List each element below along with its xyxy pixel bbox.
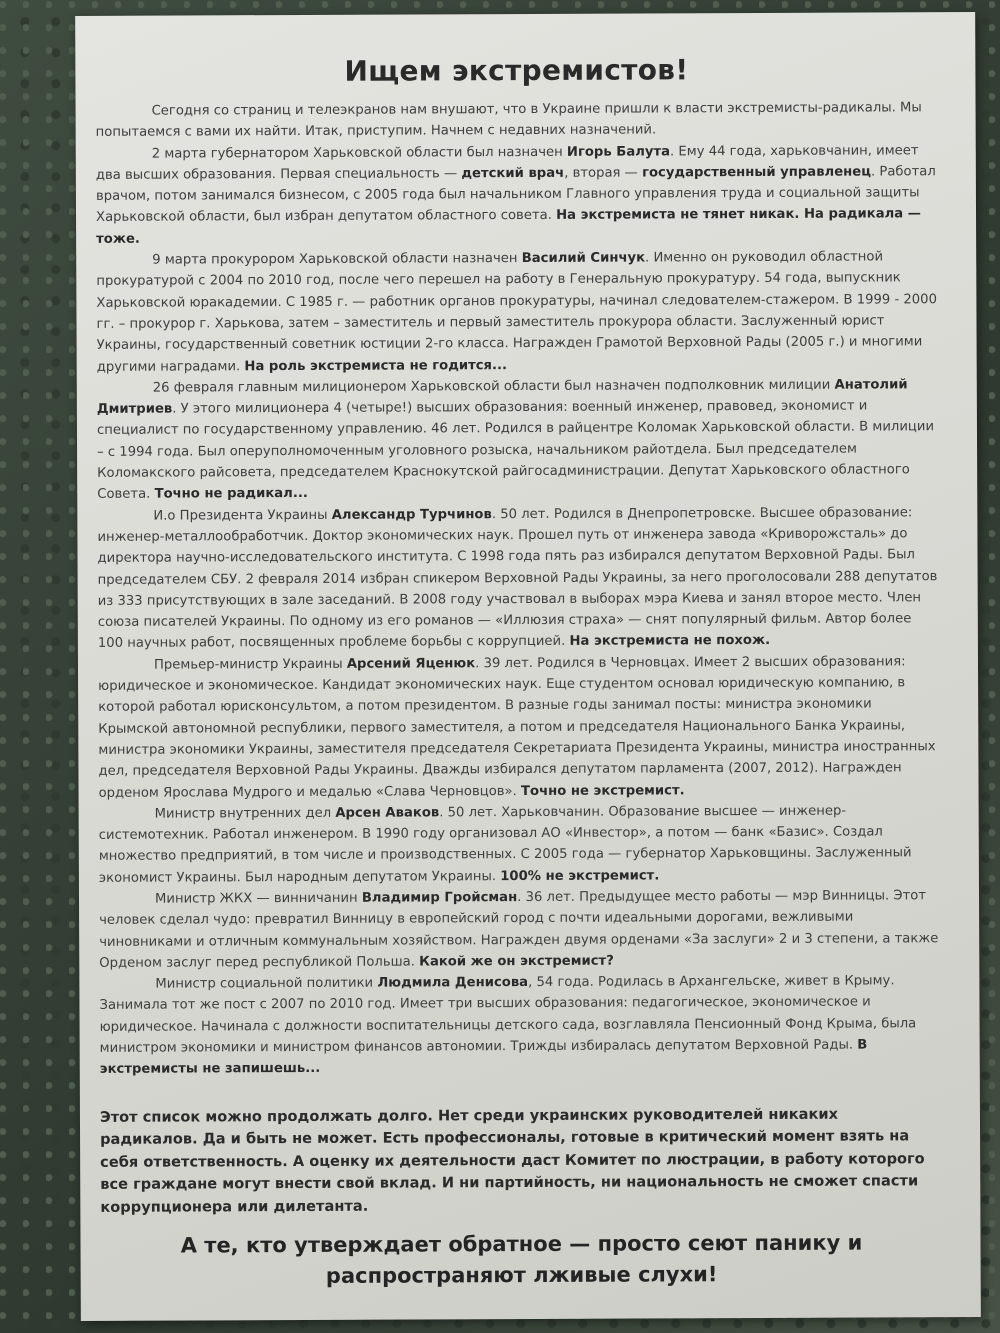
paragraph-text: , вторая — bbox=[564, 165, 643, 181]
paragraph-text: Министр социальной политики bbox=[155, 975, 378, 992]
bold-text: Владимир Гройсман bbox=[361, 890, 518, 906]
article-paragraph bbox=[97, 502, 940, 655]
paragraph-text: Министр внутренних дел bbox=[154, 805, 336, 822]
final-slogan: А те, кто утверждает обратное — просто сеют панику и распространяют лживые слухи! bbox=[180, 1230, 863, 1289]
bold-text: Точно не экстремист. bbox=[520, 782, 685, 799]
bold-text: государственный управленец bbox=[642, 164, 872, 181]
paragraph-text: 9 марта прокурором Харьковской области назначен bbox=[152, 251, 522, 268]
article-paragraph bbox=[96, 140, 938, 250]
closing-statement: Этот список можно продолжать долго. Нет среди украинских руководителей никаких радикалов. Да и быть не может. Есть профессионалы, готовые в критический момент взять на себя ответственность. А оценку их деятельности даст Комитет по люстрации, в работу которого все граждане могут внести свой вклад. И ни партийность, ни национальность не сможет спасти коррупционера или дилетанта. bbox=[99, 1105, 925, 1216]
article-body bbox=[96, 97, 942, 1080]
paragraph-text: И.о Президента Украины bbox=[153, 507, 332, 524]
paragraph-text: 26 февраля главным милиционером Харьковской области был назначен подполковник милиции bbox=[152, 377, 835, 396]
bold-text: В экстремисты не запишешь... bbox=[99, 1037, 868, 1078]
article-paragraph bbox=[98, 651, 941, 804]
bold-text: Игорь Балута bbox=[566, 143, 671, 160]
bold-text: На экстремиста не похож. bbox=[569, 633, 771, 650]
paragraph-text: , 54 года. Родилась в Архангельске, живет в Крыму. Занимала тот же пост с 2007 по 2010 год. Имеет три высших образования: педагогическое, экономическое и юридическое. Начинала с должности воспитательницы детского сада, возглавляла Пенсионный Фонд Крыма, была министром экономики и министром финансов автономии. Трижды избиралась депутатом Верховной Рады. bbox=[99, 973, 917, 1056]
bold-text: детский врач bbox=[461, 165, 565, 182]
bold-text: Какой же он экстремист? bbox=[419, 953, 614, 970]
bold-text: На экстремиста не тянет никак. На радикала — тоже. bbox=[96, 206, 921, 247]
article-paragraph bbox=[99, 885, 941, 974]
bold-text: На роль экстремиста не годится... bbox=[244, 357, 508, 374]
paragraph-text: Сегодня со страниц и телеэкранов нам внушают, что в Украине пришли к власти экстремисты-радикалы. Мы попытаемся с вами их найти. Итак, приступим. Начнем с недавних назначений. bbox=[95, 100, 922, 141]
paragraph-text: . 50 лет. Харьковчанин. Образование высшее — инженер-системотехник. Работал инженером. В 1990 году организовал АО «Инвестор», а потом — банк «Базис». Создал множество предприятий, в том числе и производственных. С 2005 года — губернатор Харьковщины. Заслуженный экономист Украины. Был народным депутатом Украины. bbox=[98, 803, 912, 886]
bold-text: Точно не радикал... bbox=[154, 486, 308, 502]
leaflet-content bbox=[75, 12, 981, 1321]
paragraph-text: Премьер-министр Украины bbox=[153, 656, 347, 673]
leaflet-title: Ищем экстремистов! bbox=[344, 53, 689, 88]
paragraph-text: . У этого милиционера 4 (четыре!) высших образования: военный инженер, правовед, экономист и специалист по государственному управлению. 46 лет. Родился в райцентре Коломак Харьковской области. В милиции – с 1994 года. Был оперуполномоченным уголовного розыска, начальником райотдела. Был председателем Коломакского райсовета, председателем Краснокутской райгосадминистрации. Депутат Харьковского областного Совета. bbox=[96, 398, 935, 503]
paragraph-text: . 36 лет. Предыдущее место работы — мэр Винницы. Этот человек сделал чудо: превратил Винницу в европейский город с почти идеальными дорогами, вежливыми чиновниками и отличным коммунальным хозяйством. Награжден двумя орденами «За заслуги» 2 и 3 степени, а также Орденом заслуг перед республикой Польша. bbox=[99, 888, 939, 971]
bold-text: Людмила Денисова bbox=[377, 975, 529, 991]
article-paragraph bbox=[96, 246, 939, 377]
bold-text: Арсен Аваков bbox=[335, 805, 440, 821]
paragraph-text: . Работал врачом, потом занимался бизнесом, с 2005 года был начальником Главного управления труда и социальной защиты Харьковской области, был избран депутатом областного совета. bbox=[95, 164, 936, 226]
bold-text: Арсений Яценюк bbox=[346, 655, 476, 672]
paragraph-text: . Ему 44 года, харьковчанин, имеет два высших образования. Первая специальность — bbox=[95, 142, 919, 183]
paragraph-text: . 39 лет. Родился в Черновцах. Имеет 2 высших образования: юридическое и экономическое. Кандидат экономических наук. Еще студентом основал юридическую компанию, в которой работал юрисконсультом, а потом президентом. В разные годы занимал посты: министра экономики Крымской автономной республики, первого заместителя, а потом и председателя Национального Банка Украины, министра экономики Украины, заместителя председателя Секретариата Президента Украины, министра иностранных дел, председателя Верховной Рады Украины. Дважды избирался депутатом парламента (2007, 2012). Награжден орденом Ярослава Мудрого и медалью «Слава Черновцов». bbox=[98, 654, 936, 801]
paragraph-text: . 50 лет. Родился в Днепропетровске. Высшее образование: инженер-металлообработчик. Доктор экономических наук. Прошел путь от инженера завода «Криворожсталь» до директора научно-исследовательского института. С 1998 года пять раз избирался депутатом Верховной Рады. Был председателем СБУ. 2 февраля 2014 избран спикером Верховной Рады Украины, за него проголосовали 288 депутатов из 333 присутствующих в зале заседаний. В 2008 году участвовал в выборах мэра Киева и занял второе место. Член союза писателей Украины. По одному из его романов — «Иллюзия страха» — снят популярный фильм. Автор более 100 научных работ, посвященных проблеме борьбы с коррупцией. bbox=[97, 504, 938, 652]
article-paragraph bbox=[97, 374, 940, 505]
article-paragraph bbox=[99, 970, 941, 1080]
paragraph-text: 2 марта губернатором Харьковской области был назначен bbox=[151, 144, 567, 162]
paragraph-text: Министр ЖКХ — винничанин bbox=[154, 890, 362, 907]
leaflet-sheet bbox=[75, 12, 981, 1321]
article-paragraph bbox=[96, 97, 938, 143]
article-paragraph bbox=[99, 800, 941, 889]
bold-text: Анатолий Дмитриев bbox=[96, 377, 908, 418]
bold-text: Александр Турчинов bbox=[331, 506, 492, 523]
bold-text: Василий Синчук bbox=[521, 250, 646, 267]
paragraph-text: . Именно он руководил областной прокуратурой с 2004 по 2010 год, после чего перешел на работу в Генеральную прокуратуру. 54 года, выпускник Харьковской юракадемии. С 1985 г. — работник органов прокуратуры, начинал следователем-стажером. В 1999 - 2000 гг. – прокурор г. Харькова, затем – заместитель и первый заместитель прокурора области. Заслуженный юрист Украины, государственный советник юстиции 2-го класса. Награжден Грамотой Верховной Рады (2005 г.) и многими другими наградами. bbox=[96, 249, 937, 375]
bold-text: 100% не экстремист. bbox=[500, 868, 660, 884]
